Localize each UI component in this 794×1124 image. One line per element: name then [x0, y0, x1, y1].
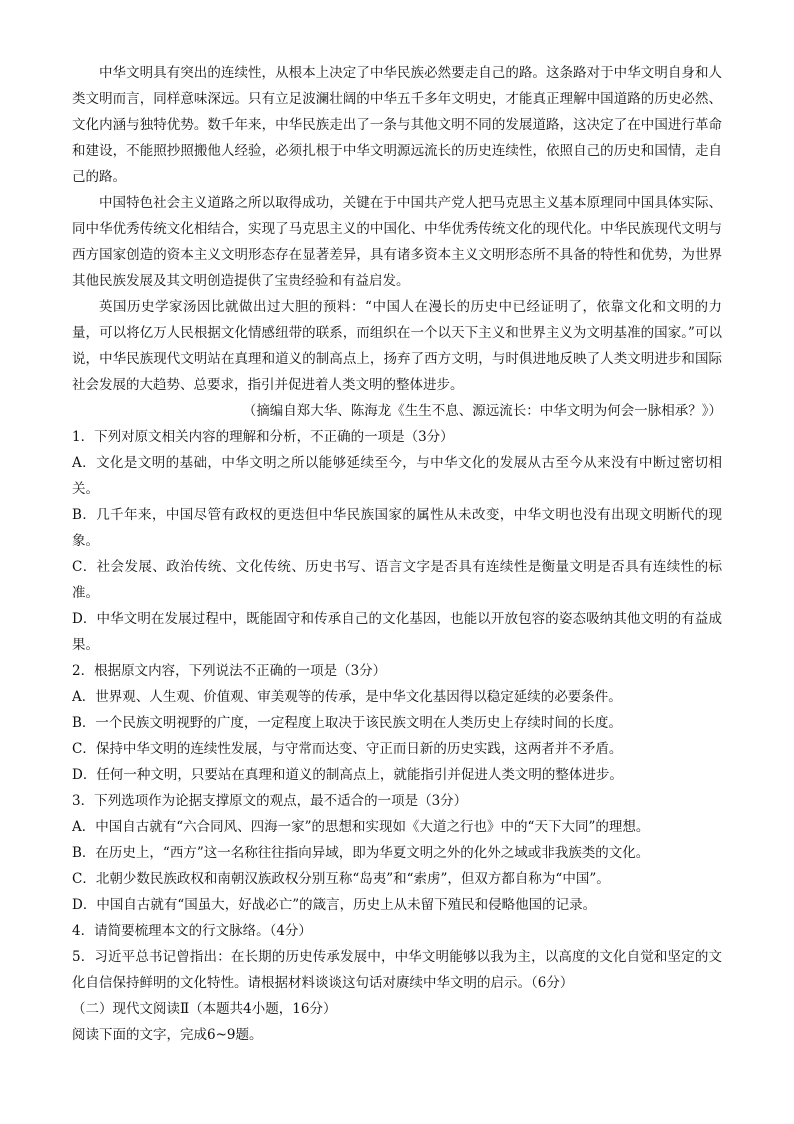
passage-paragraph-3: 英国历史学家汤因比就做出过大胆的预料：“中国人在漫长的历史中已经证明了，依靠文化和文明的力量，可以将亿万人民根据文化情感纽带的联系，而组织在一个以天下主义和世界主义为文明基准的国家。”可以说，中华民族现代文明站在真理和道义的制高点上，扬弃了西方文明，与时俱进地反映了人类文明进步和国际社会发展的大趋势、总要求，指引并促进着人类文明的整体进步。	[72, 299, 722, 393]
question-3-option-d: D．中国自古就有“国虽大，好战必亡”的箴言，历史上从未留下殖民和侵略他国的记录。	[72, 897, 597, 913]
section-2-instruction: 阅读下面的文字，完成6~9题。	[72, 1027, 263, 1043]
passage-paragraph-1: 中华文明具有突出的连续性，从根本上决定了中华民族必然要走自己的路。这条路对于中华文明自身和人类文明而言，同样意味深远。只有立足波澜壮阔的中华五千多年文明史，才能真正理解中国道路的历史必然、文化内涵与独特优势。数千年来，中华民族走出了一条与其他文明不同的发展道路，这决定了在中国进行革命和建设，不能照抄照搬他人经验，必须扎根于中华文明源远流长的历史连续性，依照自己的历史和国情，走自己的路。	[72, 65, 722, 185]
question-3-option-b: B．在历史上，“西方”这一名称往往指向异域，即为华夏文明之外的化外之域或非我族类的文化。	[72, 845, 650, 861]
source-citation: （摘编自郑大华、陈海龙《生生不息、源远流长：中华文明为何会一脉相承？》）	[242, 403, 722, 419]
question-1-option-b: B．几千年来，中国尽管有政权的更迭但中华民族国家的属性从未改变，中华文明也没有出现文明断代的现象。	[72, 507, 722, 549]
question-5: 5．习近平总书记曾指出：在长期的历史传承发展中，中华文明能够以我为主，以高度的文化自觉和坚定的文化自信保持鲜明的文化特性。请根据材料谈谈这句话对赓续中华文明的启示。（6分）	[72, 949, 722, 991]
question-2-option-b: B．一个民族文明视野的广度，一定程度上取决于该民族文明在人类历史上存续时间的长度。	[72, 715, 622, 731]
question-1: 1．下列对原文相关内容的理解和分析，不正确的一项是（3分）	[72, 429, 454, 445]
question-3: 3．下列选项作为论据支撑原文的观点，最不适合的一项是（3分）	[72, 793, 468, 809]
question-2-option-d: D．任何一种文明，只要站在真理和道义的制高点上，就能指引并促进人类文明的整体进步。	[72, 767, 623, 783]
question-1-option-c: C．社会发展、政治传统、文化传统、历史书写、语言文字是否具有连续性是衡量文明是否具有连续性的标准。	[72, 559, 722, 601]
question-3-option-a: A．中国自古就有“六合同风、四海一家”的思想和实现如《大道之行也》中的“天下大同”的理想。	[72, 819, 650, 835]
question-2-option-a: A．世界观、人生观、价值观、审美观等的传承，是中华文化基因得以稳定延续的必要条件。	[72, 689, 622, 705]
passage-paragraph-2: 中国特色社会主义道路之所以取得成功，关键在于中国共产党人把马克思主义基本原理同中国具体实际、同中华优秀传统文化相结合，实现了马克思主义的中国化、中华优秀传统文化的现代化。中华民族现代文明与西方国家创造的资本主义文明形态存在显著差异，具有诸多资本主义文明形态所不具备的特性和优势，为世界其他民族发展及其文明创造提供了宝贵经验和有益启发。	[72, 195, 722, 289]
question-4: 4．请简要梳理本文的行文脉络。（4分）	[72, 923, 312, 939]
section-2-heading: （二）现代文阅读Ⅱ（本题共4小题，16分）	[72, 1001, 337, 1017]
question-1-option-a: A．文化是文明的基础，中华文明之所以能够延续至今，与中华文化的发展从古至今从来没有中断过密切相关。	[72, 455, 722, 497]
question-2-option-c: C．保持中华文明的连续性发展，与守常而达变、守正而日新的历史实践，这两者并不矛盾。	[72, 741, 623, 757]
question-1-option-d: D．中华文明在发展过程中，既能固守和传承自己的文化基因，也能以开放包容的姿态吸纳其他文明的有益成果。	[72, 611, 722, 653]
exam-page	[72, 60, 722, 1048]
question-2: 2．根据原文内容，下列说法不正确的一项是（3分）	[72, 663, 387, 679]
question-3-option-c: C．北朝少数民族政权和南朝汉族政权分别互称“岛夷”和“索虏”，但双方都自称为“中国”。	[72, 871, 610, 887]
